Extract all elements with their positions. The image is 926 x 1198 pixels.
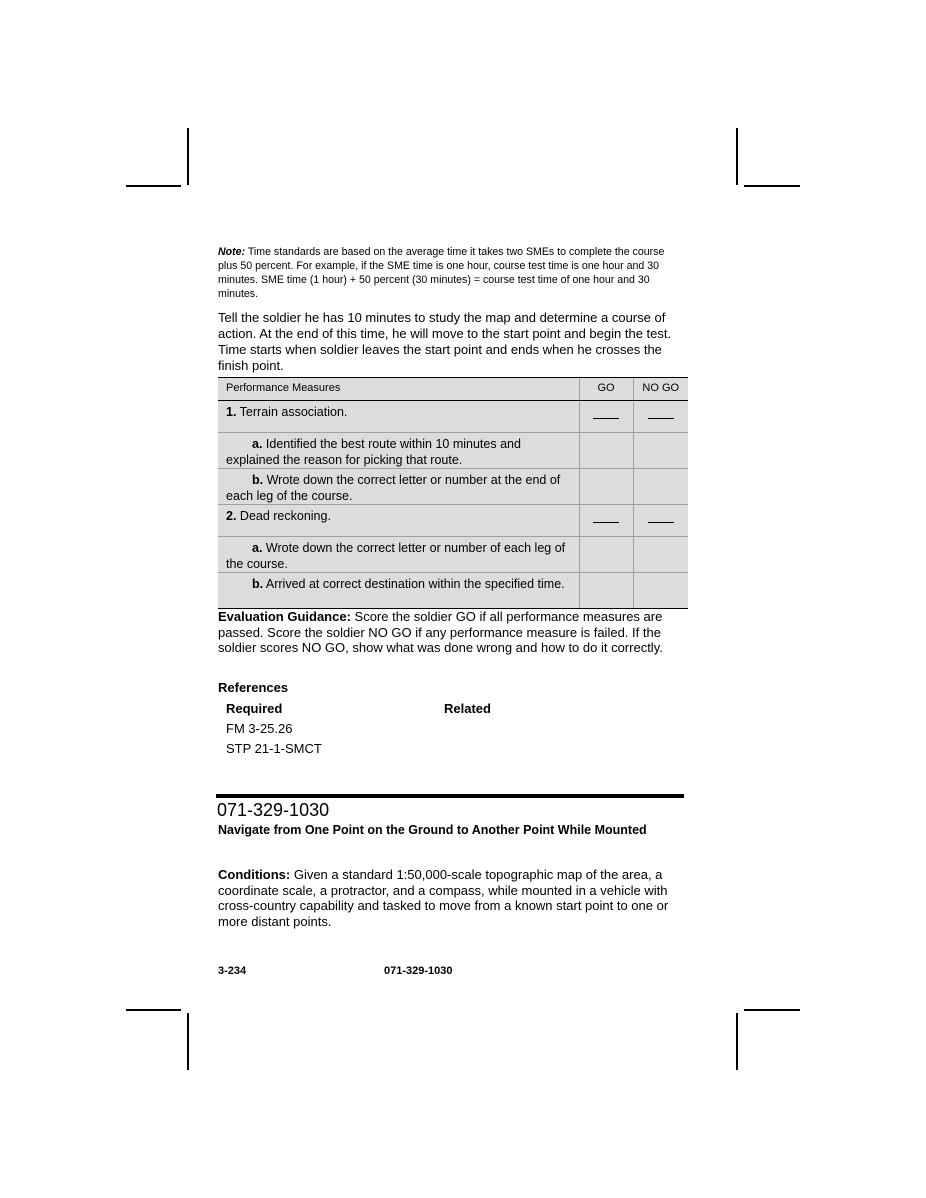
no-go-blank[interactable] xyxy=(648,522,674,523)
table-row xyxy=(218,573,688,609)
measure-letter: a. xyxy=(252,437,263,451)
measure-cell xyxy=(218,573,579,609)
instruction-paragraph: Tell the soldier he has 10 minutes to study the map and determine a course of action. At the end of this time, he will move to the start point and begin the test. Time starts when soldier leaves the start point and ends when he crosses the finish point. xyxy=(218,310,672,373)
measure-text: Terrain association. xyxy=(236,405,348,419)
go-blank[interactable] xyxy=(593,522,619,523)
measure-number: 2. xyxy=(226,509,237,523)
required-reference: FM 3-25.26 xyxy=(226,721,293,736)
measure-number: 1. xyxy=(226,405,237,419)
measure-text: Arrived at correct destination within the specified time. xyxy=(263,577,565,591)
footer-task-number: 071-329-1030 xyxy=(384,965,453,977)
measure-text: Wrote down the correct letter or number of each leg of the course. xyxy=(226,541,566,571)
go-cell xyxy=(579,505,633,537)
crop-mark-bottom-right-h xyxy=(744,1009,800,1011)
evaluation-guidance xyxy=(218,609,688,656)
task-conditions xyxy=(218,867,688,929)
table-row xyxy=(218,433,688,469)
required-reference: STP 21-1-SMCT xyxy=(226,741,322,756)
table-row xyxy=(218,469,688,505)
crop-mark-top-right-v xyxy=(736,128,738,185)
go-cell xyxy=(579,573,633,609)
go-cell xyxy=(579,537,633,573)
go-cell xyxy=(579,401,633,433)
crop-mark-bottom-left-h xyxy=(126,1009,181,1011)
crop-mark-top-left-v xyxy=(187,128,189,185)
page-number: 3-234 xyxy=(218,965,247,977)
note-label: Note: xyxy=(218,246,246,258)
crop-mark-bottom-right-v xyxy=(736,1013,738,1070)
measure-cell xyxy=(218,433,579,469)
no-go-cell xyxy=(633,537,688,573)
go-cell xyxy=(579,469,633,505)
no-go-cell xyxy=(633,573,688,609)
no-go-cell xyxy=(633,505,688,537)
measure-cell xyxy=(218,537,579,573)
references-heading: References xyxy=(218,680,289,695)
header-go: GO xyxy=(579,378,633,401)
crop-mark-top-right-h xyxy=(744,185,800,187)
no-go-cell xyxy=(633,433,688,469)
evaluation-text: Score the soldier GO if all performance measures are passed. Score the soldier NO GO if any performance measure is failed. If the soldier scores NO GO, show what was done wrong and how to do it correctly. xyxy=(218,609,663,655)
measure-text: Dead reckoning. xyxy=(236,509,331,523)
related-heading: Related xyxy=(444,701,491,716)
measure-letter: b. xyxy=(252,473,264,487)
evaluation-label: Evaluation Guidance: xyxy=(218,609,351,624)
table-row xyxy=(218,505,688,537)
table-header-row xyxy=(218,378,688,401)
section-divider xyxy=(216,794,684,798)
task-title: Navigate from One Point on the Ground to Another Point While Mounted xyxy=(218,823,647,837)
measure-cell xyxy=(218,401,579,433)
measure-cell xyxy=(218,469,579,505)
performance-measures-table xyxy=(218,377,688,609)
go-blank[interactable] xyxy=(593,418,619,419)
table-row xyxy=(218,537,688,573)
measure-cell xyxy=(218,505,579,537)
note-text: Time standards are based on the average time it takes two SMEs to complete the course plus 50 percent. For example, if the SME time is one hour, course test time is one hour and 30 minutes. SME time (1 hour) + 50 percent (30 minutes) = course test time of one hour and 30 minutes. xyxy=(218,246,665,300)
header-no-go: NO GO xyxy=(633,378,688,401)
go-cell xyxy=(579,433,633,469)
measure-text: Identified the best route within 10 minutes and explained the reason for picking that route. xyxy=(226,437,521,467)
measure-letter: a. xyxy=(252,541,263,555)
measure-letter: b. xyxy=(252,577,264,591)
task-number: 071-329-1030 xyxy=(217,800,330,820)
no-go-cell xyxy=(633,469,688,505)
no-go-blank[interactable] xyxy=(648,418,674,419)
header-performance-measures: Performance Measures xyxy=(218,378,579,401)
required-heading: Required xyxy=(226,701,283,716)
crop-mark-top-left-h xyxy=(126,185,181,187)
crop-mark-bottom-left-v xyxy=(187,1013,189,1070)
conditions-label: Conditions: xyxy=(218,867,291,882)
conditions-text: Given a standard 1:50,000-scale topographic map of the area, a coordinate scale, a protractor, and a compass, while mounted in a vehicle with cross-country capability and tasked to move from a known start point to one or more distant points. xyxy=(218,867,669,929)
time-standards-note xyxy=(218,245,684,301)
no-go-cell xyxy=(633,401,688,433)
measure-text: Wrote down the correct letter or number at the end of each leg of the course. xyxy=(226,473,561,503)
table-row xyxy=(218,401,688,433)
